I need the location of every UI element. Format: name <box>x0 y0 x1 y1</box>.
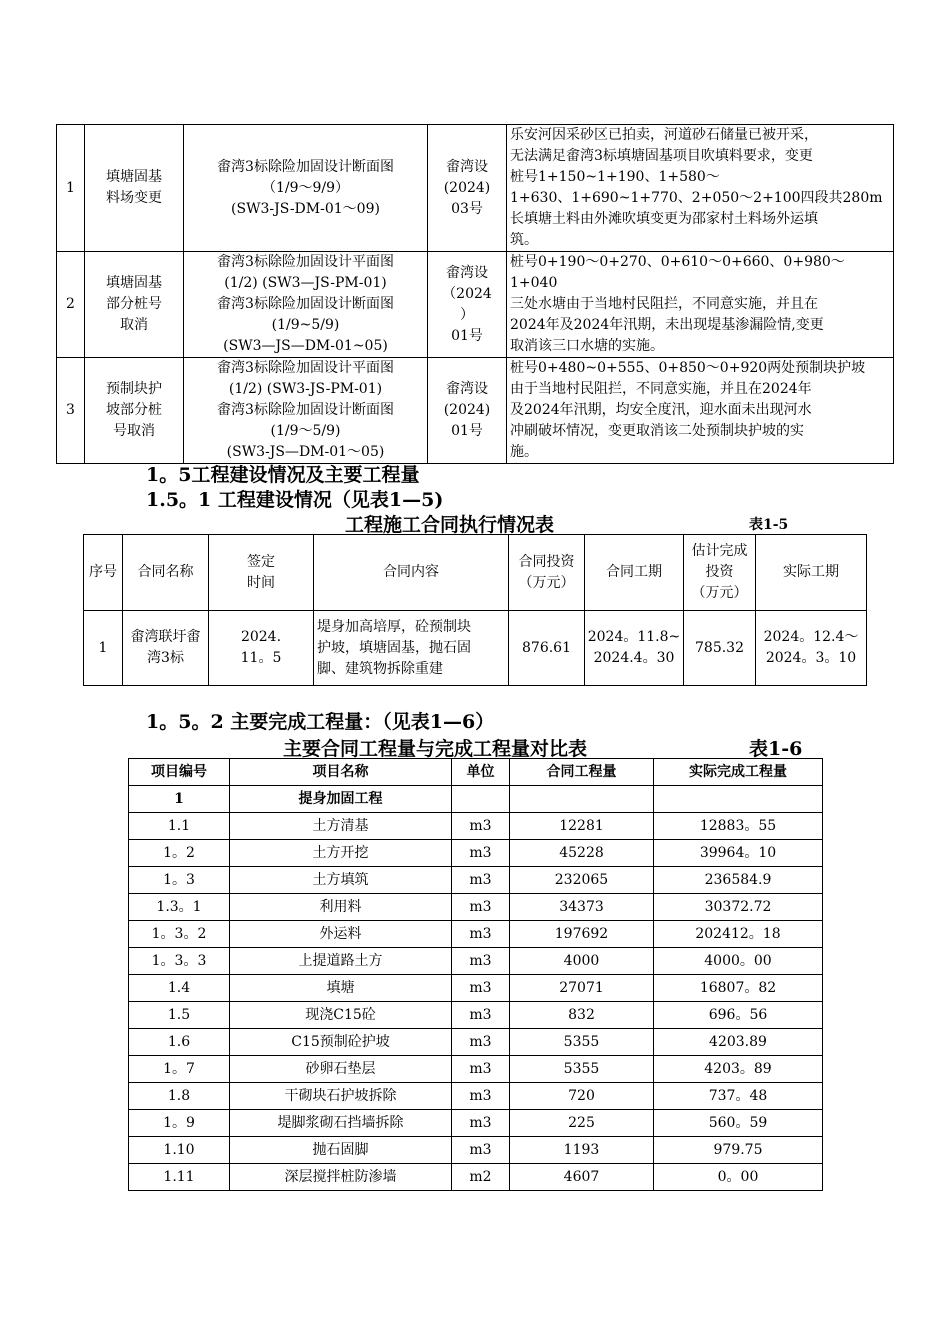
item-code: 1.6 <box>129 1029 230 1056</box>
contract-quantity: 4000 <box>510 948 654 975</box>
item-name: 土方填筑 <box>230 867 452 894</box>
table-row <box>129 948 823 975</box>
item-name: 土方清基 <box>230 813 452 840</box>
column-header: 合同工期 <box>585 535 684 611</box>
table-row <box>129 921 823 948</box>
item-name: C15预制砼护坡 <box>230 1029 452 1056</box>
drawing-reference: 畬湾3标除险加固设计平面图 (1/2) (SW3-JS-PM-01) 畬湾3标除险加固设计断面图 (1/9～5/9) (SW3-JS—DM-01～05) <box>184 358 428 464</box>
item-name: 干砌块石护坡拆除 <box>230 1083 452 1110</box>
item-name: 深层搅拌桩防渗墙 <box>230 1164 452 1191</box>
item-code: 1。3 <box>129 867 230 894</box>
item-code: 1 <box>129 786 230 813</box>
item-code: 1.3。1 <box>129 894 230 921</box>
actual-quantity: 12883。55 <box>654 813 823 840</box>
unit: m3 <box>452 840 510 867</box>
column-header: 合同内容 <box>314 535 509 611</box>
item-name: 填塘 <box>230 975 452 1002</box>
document-number: 畬湾设 (2024) 03号 <box>428 125 507 252</box>
table-row <box>129 840 823 867</box>
actual-quantity: 202412。18 <box>654 921 823 948</box>
item-code: 1。7 <box>129 1056 230 1083</box>
item-code: 1.1 <box>129 813 230 840</box>
actual-quantity <box>654 786 823 813</box>
table-row <box>129 867 823 894</box>
item-name: 抛石固脚 <box>230 1137 452 1164</box>
item-name: 砂卵石垫层 <box>230 1056 452 1083</box>
drawing-reference: 畬湾3标除险加固设计断面图 （1/9～9/9） (SW3-JS-DM-01～09) <box>184 125 428 252</box>
section-heading-1-5: 1。5工程建设情况及主要工程量 <box>146 464 420 486</box>
document-number: 畬湾设 (2024) 01号 <box>428 358 507 464</box>
column-header: 签定 时间 <box>209 535 314 611</box>
contract-quantity: 1193 <box>510 1137 654 1164</box>
table-row <box>57 125 894 252</box>
column-header: 合同工程量 <box>510 759 654 786</box>
document-number: 畬湾设 （2024 ） 01号 <box>428 252 507 358</box>
table-row <box>129 786 823 813</box>
contract-quantity: 34373 <box>510 894 654 921</box>
actual-quantity: 4203.89 <box>654 1029 823 1056</box>
row-number: 1 <box>84 611 123 686</box>
row-number: 2 <box>57 252 85 358</box>
contract-quantity: 5355 <box>510 1029 654 1056</box>
item-code: 1.4 <box>129 975 230 1002</box>
item-name: 利用料 <box>230 894 452 921</box>
contract-quantity: 4607 <box>510 1164 654 1191</box>
item-name: 提身加固工程 <box>230 786 452 813</box>
section-heading-1-5-2: 1。5。2 主要完成工程量：（见表1—6） <box>146 711 495 733</box>
table-1-6-title: 主要合同工程量与完成工程量对比表 <box>283 738 588 760</box>
actual-period: 2024。12.4～ 2024。3。10 <box>756 611 867 686</box>
actual-quantity: 560。59 <box>654 1110 823 1137</box>
item-name: 现浇C15砼 <box>230 1002 452 1029</box>
column-header: 项目名称 <box>230 759 452 786</box>
actual-quantity: 0。00 <box>654 1164 823 1191</box>
table-row <box>129 1164 823 1191</box>
contract-quantity: 27071 <box>510 975 654 1002</box>
table-row <box>57 252 894 358</box>
unit: m3 <box>452 813 510 840</box>
quantity-comparison-table <box>128 758 823 1191</box>
column-header: 序号 <box>84 535 123 611</box>
column-header: 合同投资 （万元） <box>509 535 585 611</box>
table-row <box>84 611 867 686</box>
table-1-5-title: 工程施工合同执行情况表 <box>345 514 555 536</box>
unit: m2 <box>452 1164 510 1191</box>
contract-quantity: 5355 <box>510 1056 654 1083</box>
contract-quantity: 45228 <box>510 840 654 867</box>
table-row <box>129 813 823 840</box>
item-code: 1。2 <box>129 840 230 867</box>
item-name: 上提道路土方 <box>230 948 452 975</box>
unit: m3 <box>452 1056 510 1083</box>
actual-quantity: 4000。00 <box>654 948 823 975</box>
unit: m3 <box>452 867 510 894</box>
actual-quantity: 236584.9 <box>654 867 823 894</box>
actual-quantity: 737。48 <box>654 1083 823 1110</box>
contract-period: 2024。11.8~ 2024.4。30 <box>585 611 684 686</box>
contract-quantity: 197692 <box>510 921 654 948</box>
table-row <box>129 1029 823 1056</box>
column-header: 实际工期 <box>756 535 867 611</box>
item-code: 1.10 <box>129 1137 230 1164</box>
column-header: 合同名称 <box>123 535 209 611</box>
unit: m3 <box>452 1002 510 1029</box>
contract-quantity <box>510 786 654 813</box>
item-code: 1.8 <box>129 1083 230 1110</box>
table-row <box>129 1110 823 1137</box>
section-heading-1-5-1: 1.5。1 工程建设情况（见表1—5) <box>146 489 444 511</box>
unit: m3 <box>452 948 510 975</box>
row-number: 1 <box>57 125 85 252</box>
change-reason: 乐安河因采砂区已拍卖，河道砂石储量已被开采， 无法满足畬湾3标填塘固基项目吹填料要求，变更 桩号1+150~1+190、1+580～ 1+630、1+690~1+770、2+050～2+100四段共280m 长填塘土料由外滩吹填变更为邵家村土料场外运填 筑。 <box>507 125 894 252</box>
table-header-row <box>84 535 867 611</box>
contract-execution-table <box>83 534 867 686</box>
contract-content: 堤身加高培厚，砼预制块 护坡，填塘固基，抛石固 脚、建筑物拆除重建 <box>314 611 509 686</box>
item-code: 1。3。2 <box>129 921 230 948</box>
item-name: 堤脚浆砌石挡墙拆除 <box>230 1110 452 1137</box>
unit <box>452 786 510 813</box>
row-number: 3 <box>57 358 85 464</box>
table-1-6-label: 表1-6 <box>749 738 803 760</box>
item-code: 1。9 <box>129 1110 230 1137</box>
unit: m3 <box>452 921 510 948</box>
item-code: 1.11 <box>129 1164 230 1191</box>
change-item: 填塘固基 部分桩号 取消 <box>85 252 184 358</box>
drawing-reference: 畬湾3标除险加固设计平面图 (1/2) (SW3—JS-PM-01) 畬湾3标除险加固设计断面图 (1/9~5/9) (SW3—JS—DM-01~05) <box>184 252 428 358</box>
unit: m3 <box>452 1110 510 1137</box>
column-header: 估计完成 投资 （万元） <box>684 535 756 611</box>
table-row <box>129 1002 823 1029</box>
item-name: 外运料 <box>230 921 452 948</box>
change-reason: 桩号0+190～0+270、0+610～0+660、0+980～1+040 三处水塘由于当地村民阻拦，不同意实施，并且在 2024年及2024年汛期，未出现堤基渗漏险情,变更 取消该三口水塘的实施。 <box>507 252 894 358</box>
column-header: 项目编号 <box>129 759 230 786</box>
item-code: 1.5 <box>129 1002 230 1029</box>
unit: m3 <box>452 975 510 1002</box>
change-reason: 桩号0+480~0+555、0+850～0+920两处预制块护坡 由于当地村民阻拦，不同意实施，并且在2024年 及2024年汛期，均安全度汛，迎水面未出现河水 冲刷破坏情况，变更取消该二处预制块护坡的实 施。 <box>507 358 894 464</box>
actual-quantity: 30372.72 <box>654 894 823 921</box>
contract-quantity: 832 <box>510 1002 654 1029</box>
contract-quantity: 12281 <box>510 813 654 840</box>
table-header-row <box>129 759 823 786</box>
unit: m3 <box>452 1137 510 1164</box>
column-header: 实际完成工程量 <box>654 759 823 786</box>
item-code: 1。3。3 <box>129 948 230 975</box>
table-row <box>129 1137 823 1164</box>
table-row <box>57 358 894 464</box>
unit: m3 <box>452 894 510 921</box>
actual-quantity: 979.75 <box>654 1137 823 1164</box>
contract-quantity: 225 <box>510 1110 654 1137</box>
design-change-table <box>56 124 894 464</box>
sign-date: 2024. 11。5 <box>209 611 314 686</box>
contract-quantity: 720 <box>510 1083 654 1110</box>
table-row <box>129 975 823 1002</box>
actual-quantity: 696。56 <box>654 1002 823 1029</box>
contract-name: 畬湾联圩畬 湾3标 <box>123 611 209 686</box>
unit: m3 <box>452 1083 510 1110</box>
table-1-5-label: 表1-5 <box>749 517 789 533</box>
estimated-investment: 785.32 <box>684 611 756 686</box>
actual-quantity: 4203。89 <box>654 1056 823 1083</box>
table-row <box>129 1056 823 1083</box>
column-header: 单位 <box>452 759 510 786</box>
actual-quantity: 16807。82 <box>654 975 823 1002</box>
table-row <box>129 1083 823 1110</box>
item-name: 土方开挖 <box>230 840 452 867</box>
change-item: 预制块护 坡部分桩 号取消 <box>85 358 184 464</box>
unit: m3 <box>452 1029 510 1056</box>
contract-investment: 876.61 <box>509 611 585 686</box>
actual-quantity: 39964。10 <box>654 840 823 867</box>
change-item: 填塘固基 料场变更 <box>85 125 184 252</box>
contract-quantity: 232065 <box>510 867 654 894</box>
table-row <box>129 894 823 921</box>
